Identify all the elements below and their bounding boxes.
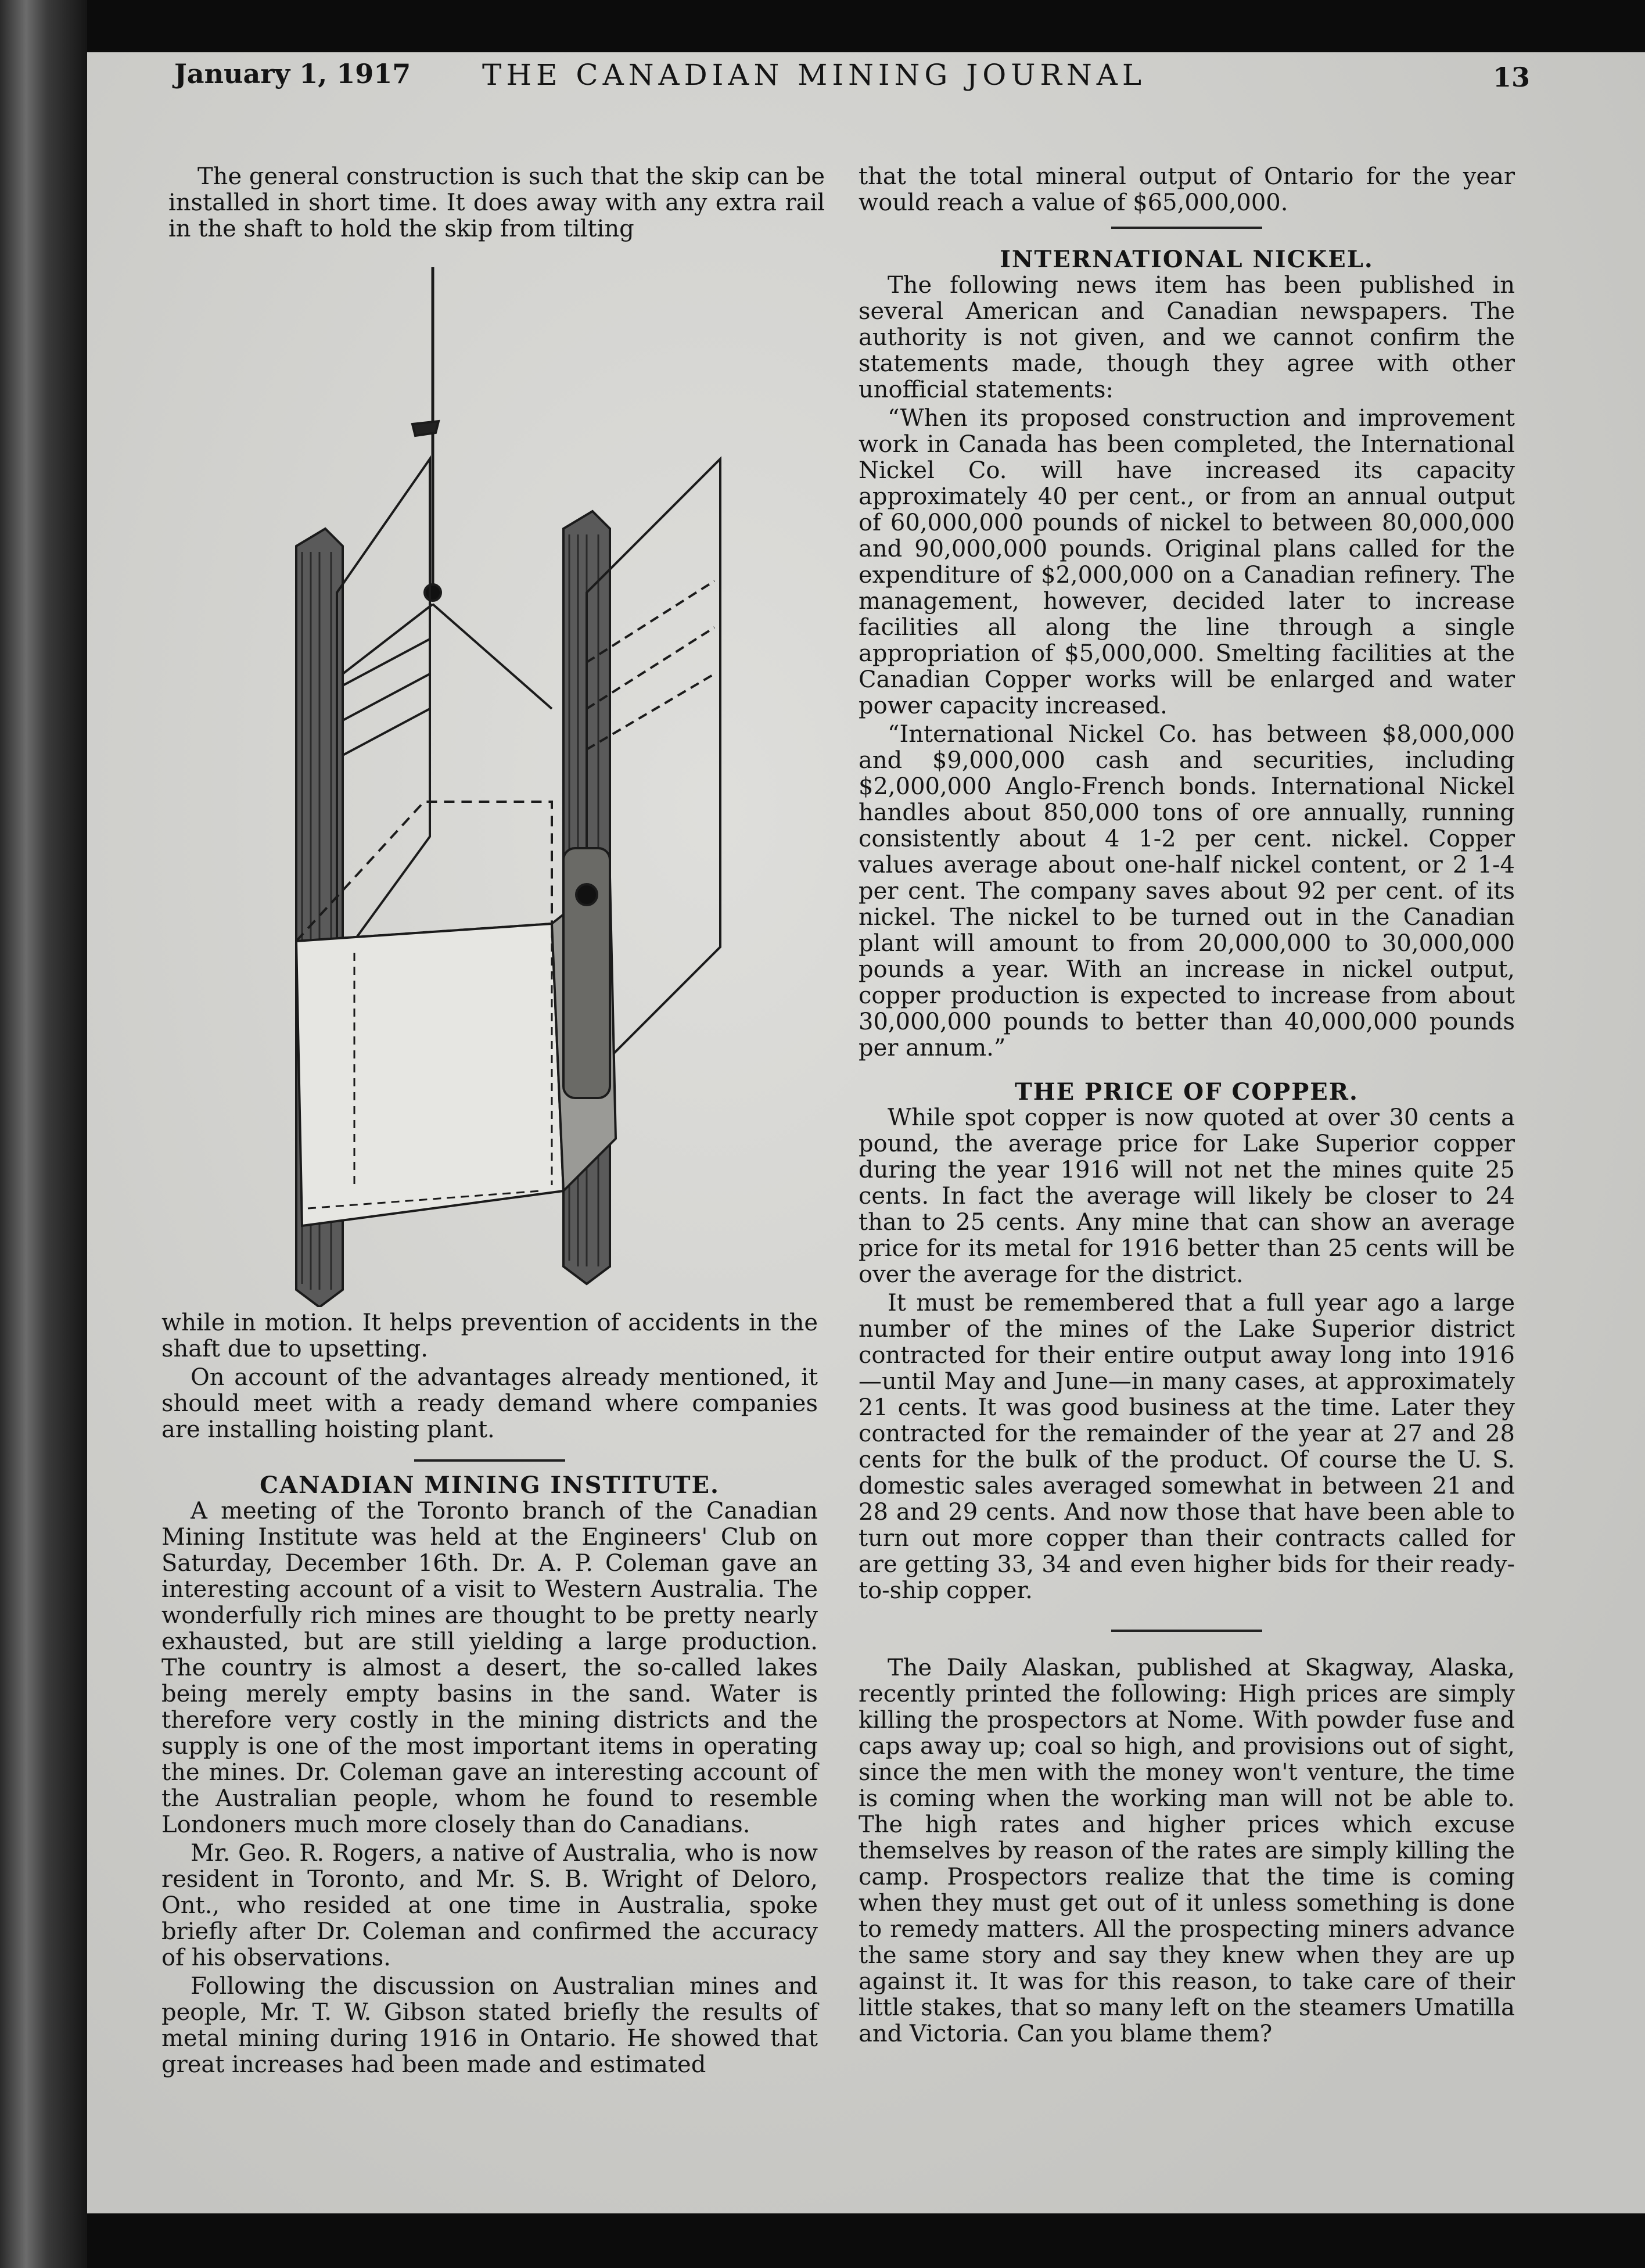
mine-skip-illustration <box>238 267 761 1307</box>
cmi-heading: CANADIAN MINING INSTITUTE. <box>260 1472 720 1499</box>
right-bail-line <box>433 604 552 709</box>
skip-drawing-svg <box>238 267 761 1307</box>
left-guide-plate <box>337 459 430 964</box>
cmi-gibson-paragraph: Following the discussion on Australian mines and people, Mr. T. W. Gibson stated briefly the results of metal mining during 1916 in Ontario. He showed that great increases had been made and estimated <box>161 1973 818 2078</box>
scan-dark-edge <box>0 0 87 2268</box>
rope-clip-shape <box>412 421 439 436</box>
hinge-pin <box>576 884 597 905</box>
copper-heading: THE PRICE OF COPPER. <box>1015 1078 1359 1106</box>
bucket-front-face <box>296 924 563 1226</box>
cmi-rogers-paragraph: Mr. Geo. R. Rogers, a native of Australia, who is now resident in Toronto, and Mr. S. B. Wright of Deloro, Ont., who resided at one time in Australia, spoke briefly after Dr. Coleman and confirmed the accuracy of his observations. <box>161 1840 818 1971</box>
right-column-body <box>859 164 1515 2050</box>
issue-date: January 1, 1917 <box>174 58 411 89</box>
skip-continuation-paragraph: while in motion. It helps prevention of accidents in the shaft due to upsetting. <box>161 1309 818 1362</box>
journal-title: THE CANADIAN MINING JOURNAL <box>482 58 1147 92</box>
nickel-quote-paragraph-2: “International Nickel Co. has between $8,000,000 and $9,000,000 cash and securities, including $2,000,000 Anglo-French bonds. International Nickel handles about 850,000 tons of ore annually, running consistently about 4 1-2 per cent. nickel. Copper values average about one-half nickel content, or 2 1-4 per cent. The company saves about 92 per cent. of its nickel. The nickel to be turned out in the Canadian plant will amount to from 20,000,000 to 30,000,000 pounds a year. With an increase in nickel output, copper production is expected to increase from about 30,000,000 pounds to better than 40,000,000 pounds per annum.” <box>859 721 1515 1061</box>
copper-spot-paragraph: While spot copper is now quoted at over 30 cents a pound, the average price for Lake Superior copper during the year 1916 will not net the mines quite 25 cents. In fact the average will likely be closer to 24 than to 25 cents. Any mine that can show an average price for its metal for 1916 better than 25 cents will be over the average for the district. <box>859 1104 1515 1288</box>
skip-intro-paragraph: The general construction is such that the skip can be installed in short time. It does away with any extra rail in the shaft to hold the skip from tilting <box>168 163 825 242</box>
nickel-quote-paragraph-1: “When its proposed construction and improvement work in Canada has been completed, the International Nickel Co. will have increased its capacity approximately 40 per cent., or from an annual output of 60,000,000 pounds of nickel to between 80,000,000 and 90,000,000 pounds. Original plans called for the expenditure of $2,000,000 on a Canadian refinery. The management, however, decided later to increase facilities all along the line through a single appropriation of $5,000,000. Smelting facilities at the Canadian Copper works will be enlarged and water power capacity increased. <box>859 405 1515 719</box>
cmi-meeting-paragraph: A meeting of the Toronto branch of the Canadian Mining Institute was held at the Engineers' Club on Saturday, December 16th. Dr. A. P. Coleman gave an interesting account of a visit to Western Australia. The wonderfully rich mines are thought to be pretty nearly exhausted, but are still yielding a large production. The country is almost a desert, the so-called lakes being merely empty basins in the sand. Water is therefore very costly in the mining districts and the supply is one of the most important items in operating the mines. Dr. Coleman gave an interesting account of the Australian people, whom he found to resemble Londoners much more closely than do Canadians. <box>161 1498 818 1838</box>
skip-demand-paragraph: On account of the advantages already mentioned, it should meet with a ready demand where companies are installing hoisting plant. <box>161 1364 818 1443</box>
skip-slats <box>343 639 430 755</box>
running-head <box>87 58 1597 110</box>
nickel-heading: INTERNATIONAL NICKEL. <box>1000 246 1374 273</box>
page-number: 13 <box>1493 62 1531 93</box>
nickel-intro-paragraph: The following news item has been published in several American and Canadian newspapers. The authority is not given, and we cannot confirm the statements made, though they agree with other unofficial statements: <box>859 272 1515 403</box>
ontario-output-paragraph: that the total mineral output of Ontario for the year would reach a value of $65,000,000. <box>859 163 1515 216</box>
rope-socket-shape <box>425 584 441 601</box>
copper-contracts-paragraph: It must be remembered that a full year ago a large number of the mines of the Lake Superior district contracted for their entire output away long into 1916—until May and June—in many cases, at approximately 21 cents. It was good business at the time. Later they contracted for the remainder of the year at 27 and 28 cents for the bulk of the product. Of course the U. S. domestic sales averaged somewhat in between 21 and 28 and 29 cents. And now those that have been able to turn out more copper than their contracts called for are getting 33, 34 and even higher bids for their ready-to-ship copper. <box>859 1290 1515 1604</box>
daily-alaskan-paragraph: The Daily Alaskan, published at Skagway, Alaska, recently printed the following: High prices are simply killing the prospectors at Nome. With powder fuse and caps away up; coal so high, and provisions out of sight, since the men with the money won't venture, the time is coming when the working man will not be able to. The high rates and higher prices which excuse themselves by reason of the rates are simply killing the camp. Prospectors realize that the time is coming when they must get out of it unless something is done to remedy matters. All the prospecting miners advance the same story and say they knew when they are up against it. It was for this reason, to take care of their little stakes, that so many left on the steamers Umatilla and Victoria. Can you blame them? <box>859 1655 1515 2047</box>
left-bail-line <box>343 604 433 674</box>
left-column-intro <box>168 164 825 245</box>
left-column-body <box>161 1310 818 2080</box>
